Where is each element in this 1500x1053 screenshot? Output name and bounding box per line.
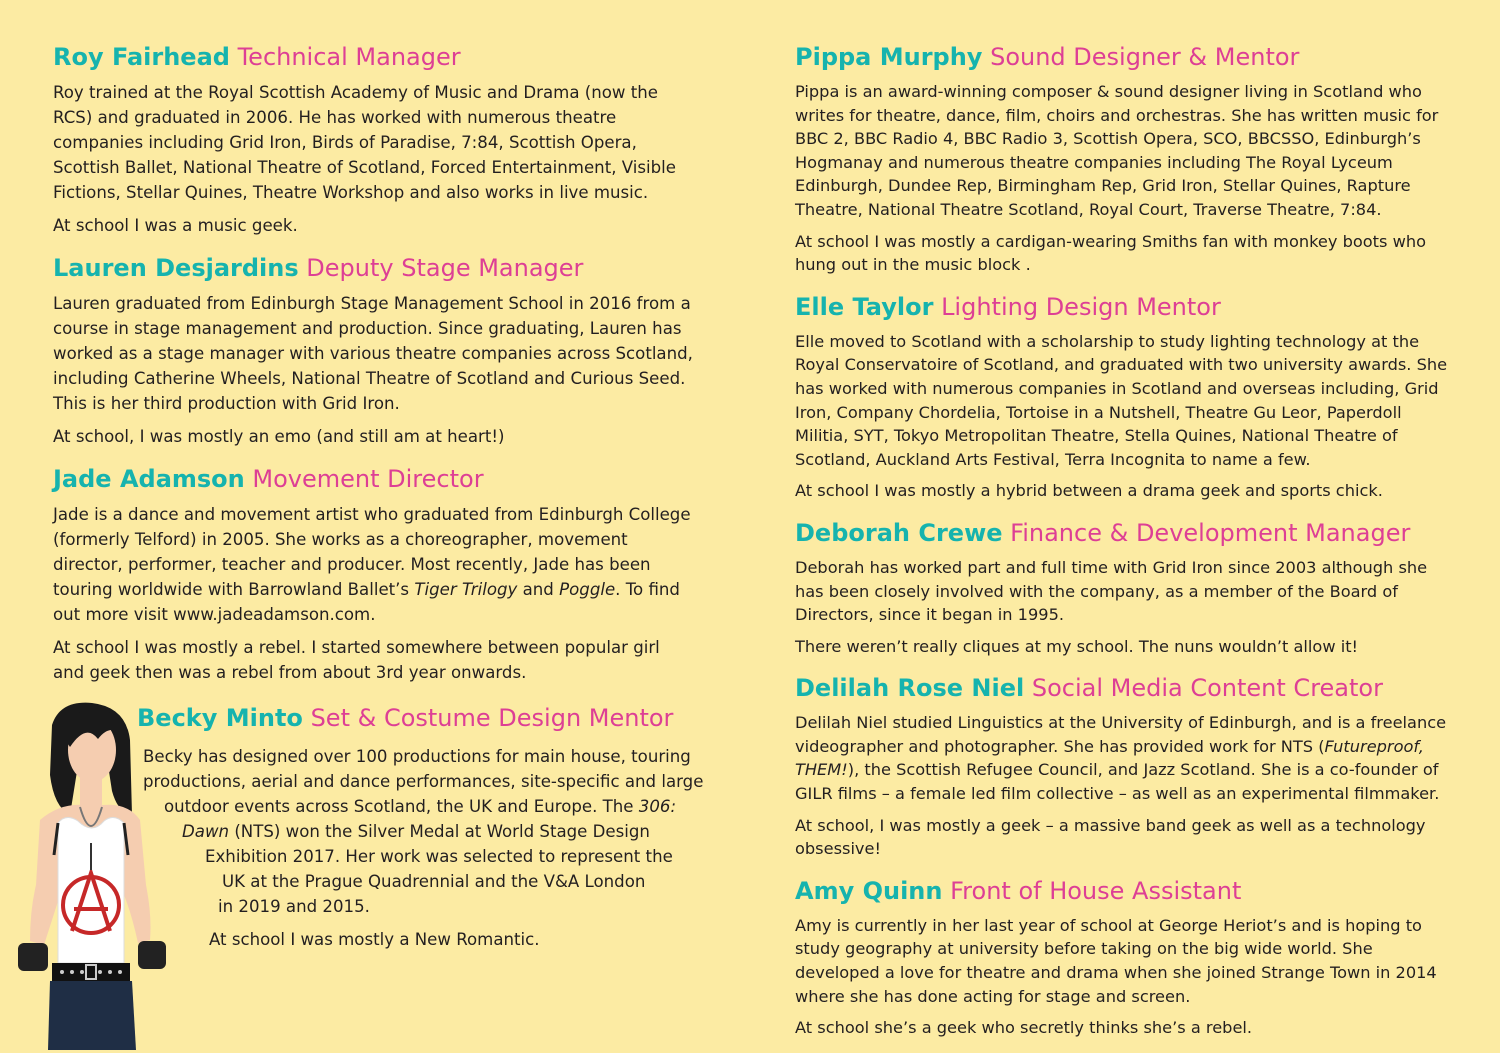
bio-quote: At school I was mostly a rebel. I started somewhere between popular girl and geek then was a rebel from about 3rd year onwards.	[53, 638, 660, 682]
bio-heading	[53, 251, 693, 285]
bio-quote: At school I was mostly a hybrid between a drama geek and sports chick.	[795, 481, 1383, 501]
bio-lauren	[53, 251, 693, 449]
bio-jade	[53, 462, 693, 685]
bio-heading	[795, 671, 1455, 705]
bio-heading	[53, 462, 693, 496]
bio-role: Movement Director	[252, 465, 484, 493]
bio-becky	[0, 695, 704, 1050]
bio-text: Deborah has worked part and full time with Grid Iron since 2003 although she has been closely involved with the company, as a member of the Board of Directors, since it began in 1995.	[795, 557, 1428, 625]
bio-name: Amy Quinn	[795, 876, 943, 905]
bio-name: Roy Fairhead	[53, 43, 230, 71]
bio-text: Elle moved to Scotland with a scholarship to study lighting technology at the Royal Conservatoire of Scotland, and graduated with two university awards. She has worked with numerous companies in Scotland and overseas including, Grid Iron, Company Chordelia, Tortoise in a Nutshell, Theatre Gu Leor, Paperdoll Militia, SYT, Tokyo Metropolitan Theatre, Stella Quines, National Theatre of Scotland, Auckland Arts Festival, Terra Incognita to name a few.	[795, 331, 1448, 469]
bio-deborah	[795, 516, 1455, 658]
bio-heading	[53, 40, 693, 74]
bio-amy	[795, 874, 1455, 1040]
bio-name: Delilah Rose Niel	[795, 674, 1025, 703]
bio-quote: At school I was mostly a New Romantic.	[209, 930, 540, 949]
bio-quote: At school I was a music geek.	[53, 216, 298, 235]
bio-text: Pippa is an award-winning composer & sound designer living in Scotland who writes for theatre, dance, film, choirs and orchestras. She has written music for BBC 2, BBC Radio 4, BBC Radio 3, Scottish Opera, SCO, BBCSSO, Edinburgh’s Hogmanay and numerous theatre companies including The Royal Lyceum Edinburgh, Dundee Rep, Birmingham Rep, Grid Iron, Stellar Quines, Rapture Theatre, National Theatre Scotland, Royal Court, Traverse Theatre, 7:84.	[795, 82, 1439, 219]
bio-line: Exhibition 2017. Her work was selected to represent the	[205, 847, 673, 866]
bio-role: Set & Costume Design Mentor	[310, 704, 674, 732]
bio-name: Pippa Murphy	[795, 43, 983, 71]
bio-role: Social Media Content Creator	[1031, 674, 1383, 703]
show-title: Poggle	[559, 580, 616, 599]
show-title: Futureproof, THEM!	[795, 736, 1424, 780]
bio-heading	[795, 40, 1455, 74]
bio-quote: At school, I was mostly a geek – a massive band geek as well as a technology obsessive!	[795, 815, 1426, 859]
bio-text	[795, 711, 1455, 805]
bio-heading	[137, 701, 673, 735]
bio-heading	[795, 516, 1455, 550]
bio-role: Lighting Design Mentor	[941, 292, 1221, 321]
bio-line	[164, 794, 676, 819]
bio-role: Front of House Assistant	[950, 876, 1242, 905]
bio-role: Sound Designer & Mentor	[990, 43, 1300, 71]
show-title: Tiger Trilogy	[414, 580, 518, 599]
bio-line	[182, 819, 650, 844]
bio-name: Elle Taylor	[795, 292, 934, 321]
bio-delilah	[795, 671, 1455, 861]
bio-pippa	[795, 40, 1455, 277]
bio-quote: At school I was mostly a cardigan-wearing Smiths fan with monkey boots who hung out in the music block .	[795, 231, 1426, 275]
bio-line: Becky has designed over 100 productions for main house, touring	[143, 747, 691, 766]
bio-name: Lauren Desjardins	[53, 254, 299, 282]
left-column	[53, 40, 693, 698]
right-column	[795, 40, 1455, 1053]
show-title: Dawn	[182, 822, 230, 841]
bio-text-part: (NTS) won the Silver Medal at World Stage Design	[229, 822, 650, 841]
bio-role: Technical Manager	[237, 43, 461, 71]
bio-name: Becky Minto	[137, 704, 303, 732]
bio-text-part: outdoor events across Scotland, the UK and Europe. The	[164, 797, 639, 816]
bio-name: Deborah Crewe	[795, 518, 1003, 547]
bio-line: UK at the Prague Quadrennial and the V&A London	[222, 872, 646, 891]
bio-roy	[53, 40, 693, 238]
bio-elle	[795, 290, 1455, 503]
bio-text: Lauren graduated from Edinburgh Stage Management School in 2016 from a course in stage management and production. Since graduating, Lauren has worked as a stage manager with various theatre companies across Scotland, including Catherine Wheels, National Theatre of Scotland and Curious Seed. This is her third production with Grid Iron.	[53, 294, 693, 413]
bio-quote: At school, I was mostly an emo (and still am at heart!)	[53, 427, 505, 446]
bio-role: Deputy Stage Manager	[306, 254, 584, 282]
bio-heading	[795, 874, 1455, 908]
bio-text-part: Jade is a dance and movement artist who graduated from Edinburgh College (formerly Telford) in 2005. She works as a choreographer, movement director, performer, teacher and producer. Most recently, Jade has been touring worldwide with Barrowland Ballet’s	[53, 505, 691, 599]
bio-text-part: . To find out more visit www.jadeadamson.com.	[53, 580, 680, 624]
bio-quote: At school she’s a geek who secretly thinks she’s a rebel.	[795, 1018, 1253, 1038]
bio-text-part: ), the Scottish Refugee Council, and Jazz Scotland. She is a co-founder of GILR films – a female led film collective – as well as an experimental filmmaker.	[795, 760, 1440, 804]
show-title: 306:	[638, 797, 677, 816]
bio-line: in 2019 and 2015.	[218, 897, 370, 916]
bio-text-part: and	[517, 580, 560, 599]
bio-quote: There weren’t really cliques at my school. The nuns wouldn’t allow it!	[795, 636, 1359, 656]
bio-role: Finance & Development Manager	[1010, 518, 1411, 547]
bio-name: Jade Adamson	[53, 465, 245, 493]
bio-line: productions, aerial and dance performances, site-specific and large	[143, 772, 704, 791]
bio-text	[53, 502, 693, 627]
bio-text: Amy is currently in her last year of school at George Heriot’s and is hoping to study geography at university before taking on the big wide world. She developed a love for theatre and drama when she joined Strange Town in 2014 where she has done acting for stage and screen.	[795, 915, 1437, 1006]
bio-text-part: Delilah Niel studied Linguistics at the University of Edinburgh, and is a freelance videographer and photographer. She has provided work for NTS (	[795, 713, 1447, 756]
bio-heading	[795, 290, 1455, 324]
bio-text: Roy trained at the Royal Scottish Academy of Music and Drama (now the RCS) and graduated in 2006. He has worked with numerous theatre companies including Grid Iron, Birds of Paradise, 7:84, Scottish Opera, Scottish Ballet, National Theatre of Scotland, Forced Entertainment, Visible Fictions, Stellar Quines, Theatre Workshop and also works in live music.	[53, 83, 676, 202]
